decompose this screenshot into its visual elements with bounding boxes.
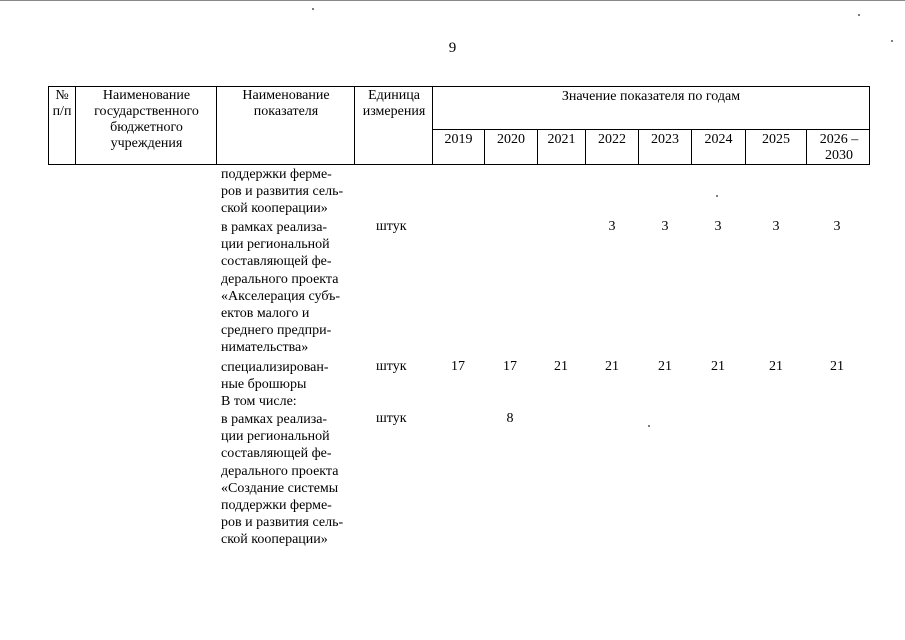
indicator-line: специализирован-: [221, 360, 329, 375]
indicator-line: нимательства»: [221, 340, 309, 356]
value-2020: 8: [506, 411, 514, 426]
indicator-line: ции региональной: [221, 237, 330, 253]
value-2026-2030: 21: [830, 359, 844, 374]
value-2021: 21: [554, 359, 568, 374]
indicator-text: [221, 411, 352, 549]
top-rule: [0, 0, 905, 1]
indicator-line: среднего предпри-: [221, 323, 332, 339]
indicator-line: дерального проекта: [221, 463, 339, 479]
indicator-line: ров и развития сель-: [221, 515, 344, 531]
value-2024: 3: [714, 219, 722, 234]
indicator-line: поддержки ферме-: [221, 167, 332, 182]
header-border-col1: [75, 86, 76, 164]
header-border-col2: [216, 86, 217, 164]
value-2026-2030: 3: [833, 219, 841, 234]
header-year-2020: 2020: [497, 132, 525, 147]
header-border-right: [869, 86, 870, 164]
indicator-line: в рамках реализа-: [221, 220, 328, 235]
indicator-text: [221, 359, 352, 411]
header-col-unit: Единица измерения: [362, 88, 426, 119]
value-2019: 17: [451, 359, 465, 374]
header-bottom-border: [48, 164, 870, 165]
indicator-text: [221, 219, 352, 357]
header-border-col3: [354, 86, 355, 164]
indicator-line: В том числе:: [221, 394, 297, 410]
scan-speck: [648, 425, 650, 427]
header-top-border: [48, 86, 870, 87]
header-year-2023: 2023: [651, 132, 679, 147]
indicator-line: дерального проекта: [221, 271, 339, 287]
scan-speck: [312, 8, 314, 10]
indicator-line: составляющей фе-: [221, 254, 332, 270]
indicator-line: составляющей фе-: [221, 446, 332, 462]
header-year-2026-2030: 2026 – 2030: [819, 132, 859, 163]
header-year-2022: 2022: [598, 132, 626, 147]
header-col-values: Значение показателя по годам: [561, 89, 741, 104]
header-year-2019: 2019: [444, 132, 473, 147]
scan-speck: [716, 195, 718, 197]
indicator-line: в рамках реализа-: [221, 412, 328, 427]
value-2023: 21: [658, 359, 672, 374]
unit-cell: штук: [376, 219, 407, 234]
header-year-2024: 2024: [704, 132, 733, 147]
indicator-line: ской кооперации»: [221, 201, 328, 217]
header-col-indicator: Наименование показателя: [242, 88, 330, 119]
indicator-line: «Акселерация субъ-: [221, 288, 341, 304]
indicator-text: [221, 166, 352, 218]
value-2025: 3: [772, 219, 780, 234]
header-year-2025: 2025: [762, 132, 790, 147]
indicator-line: «Создание системы: [221, 480, 339, 496]
header-col-number: № п/п: [52, 88, 72, 119]
value-2020: 17: [503, 359, 517, 374]
header-col-institution: Наименование государственного бюджетного учреждения: [94, 88, 199, 151]
unit-cell: штук: [376, 359, 407, 374]
value-2023: 3: [661, 219, 669, 234]
indicator-line: ской кооперации»: [221, 532, 328, 548]
unit-cell: штук: [376, 411, 407, 426]
header-year-2021: 2021: [547, 132, 576, 147]
scan-speck: [891, 40, 893, 42]
header-years-divider: [432, 129, 870, 130]
indicator-line: ектов малого и: [221, 306, 310, 322]
header-border-y7: [806, 129, 807, 164]
page-number: 9: [448, 40, 457, 56]
value-2025: 21: [769, 359, 783, 374]
value-2022: 3: [608, 219, 616, 234]
value-2024: 21: [711, 359, 725, 374]
indicator-line: ции региональной: [221, 429, 330, 445]
indicator-line: ров и развития сель-: [221, 184, 344, 200]
indicator-line: поддержки ферме-: [221, 498, 332, 514]
scan-speck: [858, 14, 860, 16]
value-2022: 21: [605, 359, 619, 374]
indicator-line: ные брошюры: [221, 377, 307, 393]
